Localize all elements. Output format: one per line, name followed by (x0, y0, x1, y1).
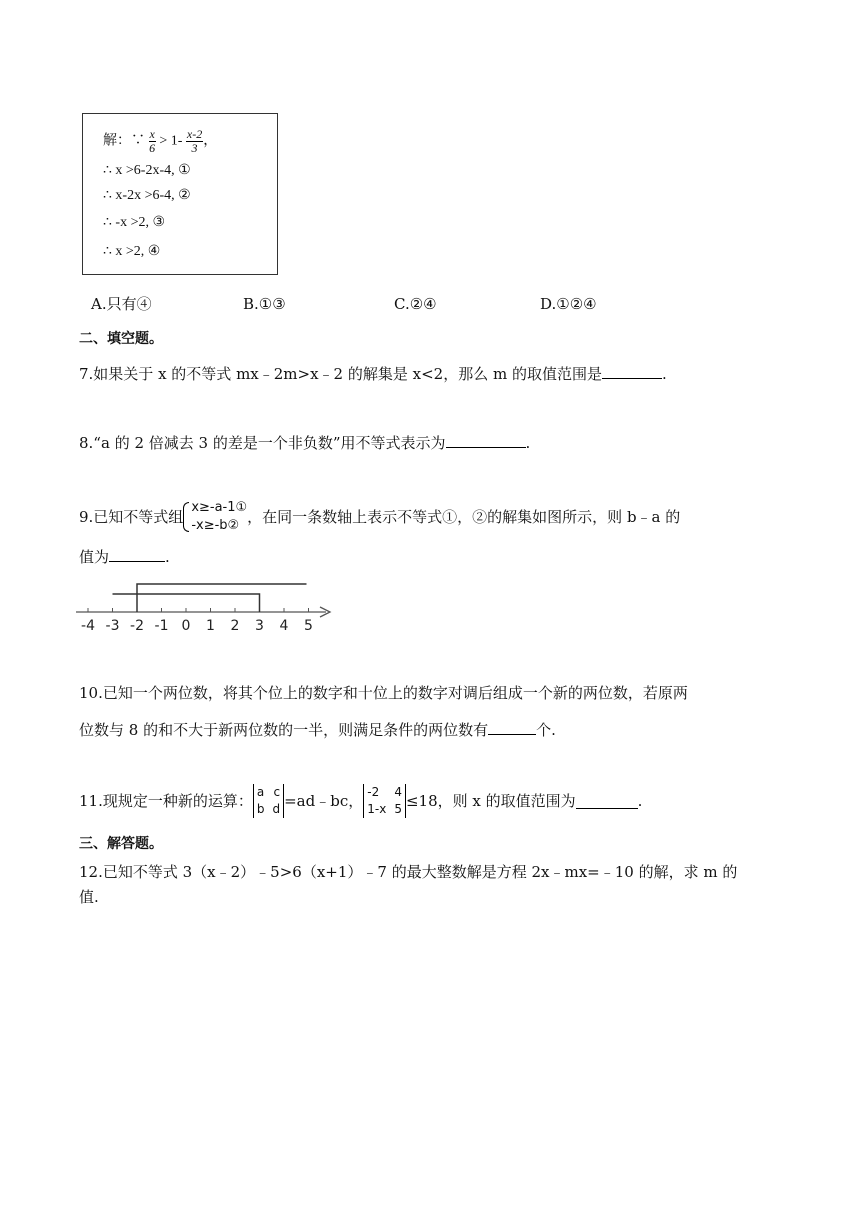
question-9-line-2-text: 值为 (79, 548, 110, 566)
question-11 (79, 780, 642, 822)
answer-blank-10 (488, 720, 536, 735)
solution-line-3: ∴ x-2x >6-4, ② (103, 188, 191, 203)
det2-d: 5 (394, 802, 402, 816)
determinant-problem (363, 784, 406, 818)
question-8 (79, 433, 530, 453)
axis-tick-label: 4 (279, 618, 289, 634)
fraction-x-2-over-3 (186, 128, 203, 155)
det1-b: b (256, 802, 265, 816)
solution-line-2: ∴ x >6-2x-4, ① (103, 163, 191, 178)
axis-tick-label: 5 (304, 618, 313, 634)
solution-line-1-mid: > 1- (155, 133, 186, 149)
det2-c: 4 (394, 785, 402, 799)
solution-image-box (82, 113, 278, 275)
question-9-end: . (165, 548, 170, 566)
question-8-end: . (525, 434, 531, 452)
question-7 (79, 364, 667, 384)
question-11-end: . (637, 792, 643, 810)
question-10-line-1: 10.已知一个两位数，将其个位上的数字和十位上的数字对调后组成一个新的两位数，若原两 (79, 684, 688, 702)
section-3-title: 三、解答题。 (79, 836, 163, 852)
solution-line-1 (103, 128, 217, 155)
axis-tick-label: -4 (81, 618, 95, 634)
axis-tick-label: 1 (206, 618, 215, 634)
answer-blank-11 (576, 794, 638, 809)
option-c: C.②④ (394, 295, 437, 313)
frac2-denominator: 3 (191, 141, 198, 155)
det1-a: a (256, 785, 265, 799)
axis-tick-label: -1 (154, 618, 169, 634)
question-10-line-2-text: 位数与 8 的和不大于新两位数的一半，则满足条件的两位数有 (79, 721, 489, 739)
question-8-text: 8.“a 的 2 倍减去 3 的差是一个非负数”用不等式表示为 (79, 434, 446, 452)
option-b: B.①③ (243, 295, 286, 313)
answer-blank-7 (602, 364, 662, 379)
fraction-x-over-6 (149, 128, 156, 155)
question-9-line-1 (79, 495, 680, 539)
det2-b: 1-x (367, 802, 387, 816)
det1-row-1 (257, 784, 280, 801)
question-9-prefix: 9.已知不等式组 (79, 508, 184, 526)
question-9-suffix: ，在同一条数轴上表示不等式①，②的解集如图所示，则 b﹣a 的 (247, 508, 681, 526)
det1-c: c (273, 785, 281, 799)
question-10-line-2 (79, 720, 556, 740)
solution-line-1-end: ， (203, 133, 218, 149)
question-11-prefix: 11.现规定一种新的运算： (79, 792, 253, 810)
det1-d: d (272, 802, 281, 816)
question-12-line-2: 值. (79, 888, 99, 906)
determinant-definition (253, 784, 284, 818)
question-12-line-1: 12.已知不等式 3（x﹣2）﹣5>6（x+1）﹣7 的最大整数解是方程 2x﹣mx=﹣10 的解，求 m 的 (79, 863, 738, 881)
section-2-title: 二、填空题。 (79, 331, 163, 347)
det2-row-2 (367, 801, 402, 818)
inequality-2: -x≥-b② (191, 518, 240, 533)
inequality-1: x≥-a-1① (191, 500, 248, 515)
det2-row-1 (367, 784, 402, 801)
number-line-figure (74, 578, 336, 636)
question-7-end: . (661, 365, 667, 383)
question-11-suffix: ≤18，则 x 的取值范围为 (405, 792, 576, 810)
option-a: A.只有④ (91, 295, 152, 313)
frac1-numerator: x (149, 127, 155, 141)
axis-tick-label: 2 (230, 618, 240, 634)
inequality-system (183, 499, 247, 535)
solution-line-5: ∴ x >2, ④ (103, 244, 161, 259)
det1-row-2 (257, 801, 280, 818)
axis-tick-label: 0 (181, 618, 191, 634)
question-10-end: 个. (536, 721, 556, 739)
number-line-group (76, 584, 330, 634)
det2-a: -2 (367, 785, 380, 799)
question-11-mid: =ad﹣bc， (284, 792, 364, 810)
question-9-line-2 (79, 547, 170, 567)
question-7-text: 7.如果关于 x 的不等式 mx﹣2m>x﹣2 的解集是 x<2，那么 m 的取值范围是 (79, 365, 602, 383)
answer-blank-9 (109, 547, 165, 562)
frac2-numerator: x-2 (186, 127, 203, 141)
axis-tick-label: -3 (105, 618, 120, 634)
axis-tick-label: 3 (255, 618, 264, 634)
frac1-denominator: 6 (149, 141, 156, 155)
answer-blank-8 (446, 433, 526, 448)
solution-line-4: ∴ -x >2, ③ (103, 215, 166, 230)
solution-line-1-prefix: 解：∵ (103, 133, 145, 149)
solution-range-1 (137, 584, 307, 612)
option-d: D.①②④ (540, 295, 597, 313)
axis-tick-label: -2 (130, 618, 144, 634)
